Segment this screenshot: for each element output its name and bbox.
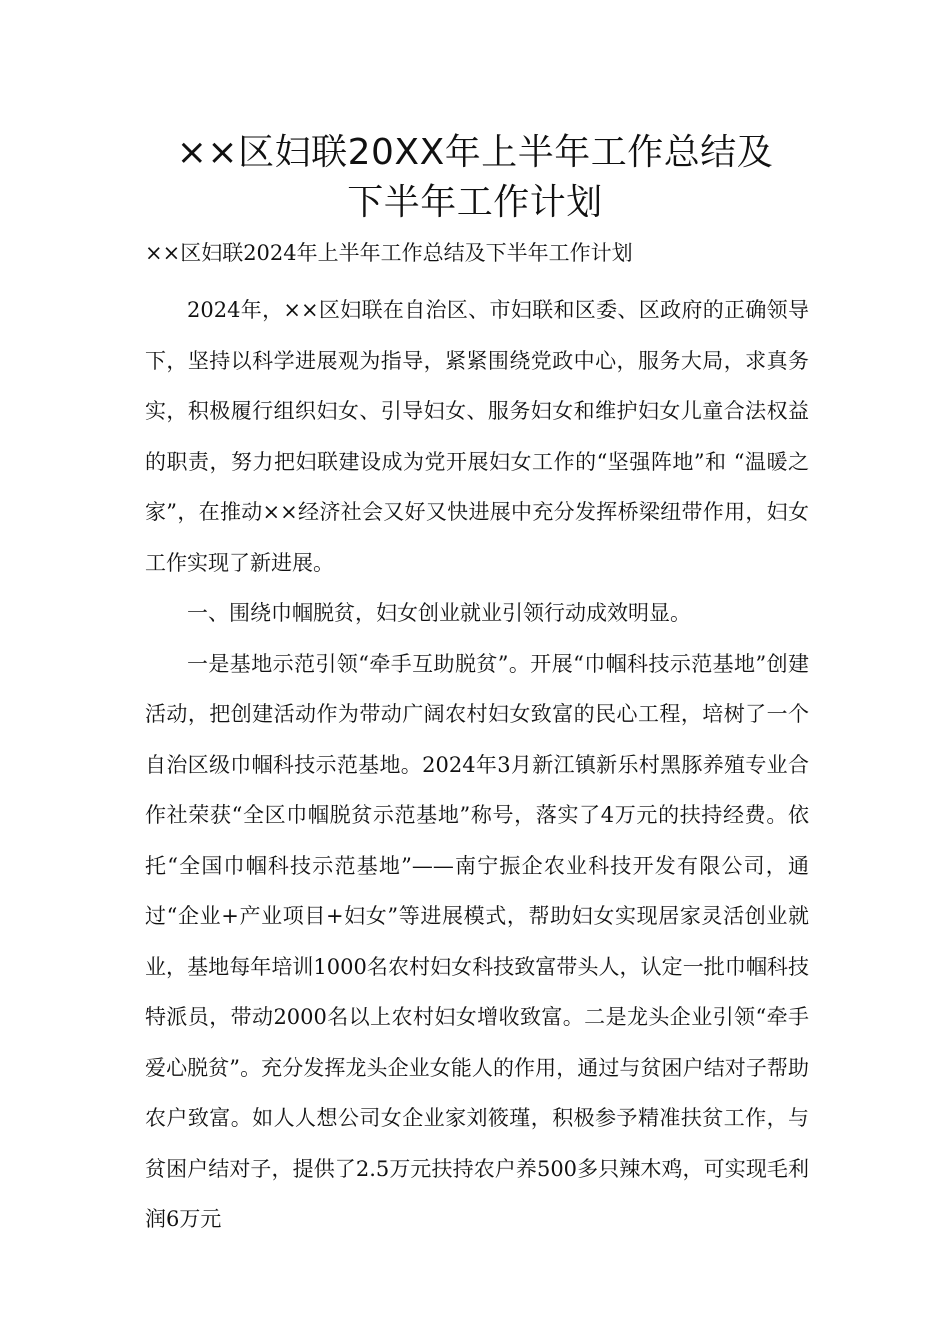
paragraph-section-1: 一是基地示范引领“牵手互助脱贫”。开展“巾帼科技示范基地”创建活动，把创建活动作为带动广阔农村妇女致富的民心工程，培树了一个自治区级巾帼科技示范基地。2024年3月新江镇新乐村黑豚养殖专业合作社荣获“全区巾帼脱贫示范基地”称号，落实了4万元的扶持经费。依托“全国巾帼科技示范基地”——南宁振企农业科技开发有限公司，通过“企业+产业项目+妇女”等进展模式，帮助妇女实现居家灵活创业就业，基地每年培训1000名农村妇女科技致富带头人，认定一批巾帼科技特派员，带动2000名以上农村妇女增收致富。二是龙头企业引领“牵手爱心脱贫”。充分发挥龙头企业女能人的作用，通过与贫困户结对子帮助农户致富。如人人想公司女企业家刘筱瑾，积极参予精准扶贫工作，与贫困户结对子，提供了2.5万元扶持农户养500多只辣木鸡，可实现毛利润6万元: [145, 651, 809, 1231]
document-title-line1: ××区妇联20XX年上半年工作总结及: [176, 132, 774, 173]
document-title: [140, 128, 810, 228]
paragraph-intro: 2024年，××区妇联在自治区、市妇联和区委、区政府的正确领导下，坚持以科学进展观为指导，紧紧围绕党政中心，服务大局，求真务实，积极履行组织妇女、引导妇女、服务妇女和维护妇女儿童合法权益的职责，努力把妇联建设成为党开展妇女工作的“坚强阵地”和 “温暖之家”，在推动××经济社会又好又快进展中充分发挥桥梁纽带作用，妇女工作实现了新进展。: [145, 298, 809, 575]
document-title-line2: 下半年工作计划: [347, 182, 603, 223]
document-subtitle: ××区妇联2024年上半年工作总结及下半年工作计划: [145, 241, 633, 265]
document-body: [145, 285, 809, 1245]
section-heading-1: 一、围绕巾帼脱贫，妇女创业就业引领行动成效明显。: [187, 601, 691, 625]
